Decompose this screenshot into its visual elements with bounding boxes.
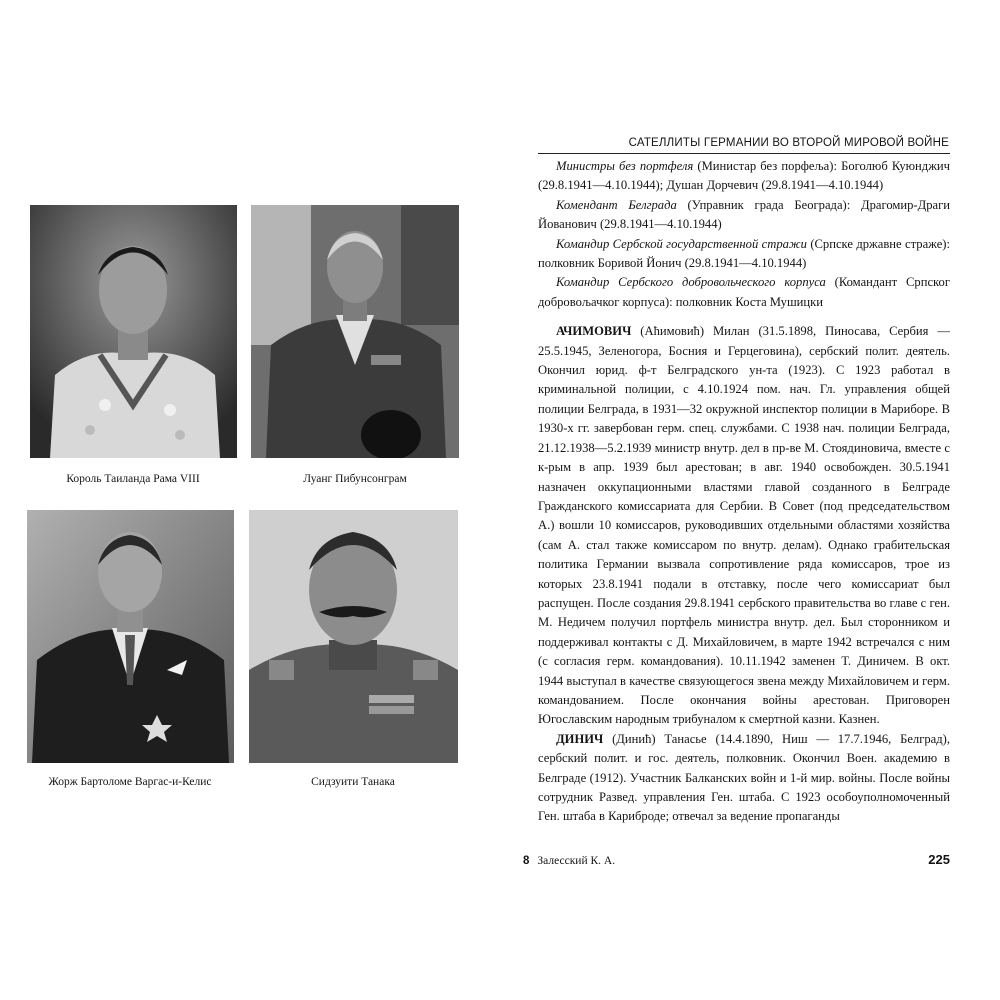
intro-text: (Српске државне страже): полковник Боривой Йонич (29.8.1941—4.10.1944) (538, 236, 950, 271)
photo-caption: Жорж Бартоломе Варгас-и-Келис (48, 776, 212, 788)
intro-text: (Министар без порфеља): Боголюб Куюнджич (29.8.1941—4.10.1944); Душан Дорчевич (29.8.1941—4.10.1944) (538, 159, 950, 193)
photo-king-rama-viii (30, 205, 237, 458)
photo-luang-pibunsongkhram (251, 205, 459, 458)
entry-text: (Динић) Танасье (14.4.1890, Ниш — 17.7.1946, Белград), сербский полит. и гос. деятель, полковник. Окончил Воен. академию в Белграде (1912). Участник Балканских войн и 1-й мир. войны. После войны сотрудник Развед. управления Ген. штаба. С 1923 особоуполномоченный Ген. штаба в Кариброде; отвечал за ведение пропаганды (538, 731, 950, 824)
intro-text: (Управник града Београда): Драгомир-Драги Йованович (29.8.1941—4.10.1944) (538, 197, 950, 232)
text-column (538, 157, 950, 827)
photo-caption: Луанг Пибунсонграм (303, 473, 407, 485)
entry-name: АЧИМОВИЧ (556, 324, 632, 339)
biography-entry (538, 322, 950, 730)
running-head: САТЕЛЛИТЫ ГЕРМАНИИ ВО ВТОРОЙ МИРОВОЙ ВОЙНЕ (628, 137, 949, 149)
signature-mark: 8 (523, 855, 530, 867)
intro-title: Комендант Белграда (556, 197, 677, 212)
intro-title: Командир Сербской государственной стражи (556, 236, 807, 251)
page-number: 225 (928, 852, 950, 867)
biography-entry (538, 730, 950, 827)
intro-title: Командир Сербского добровольческого корпуса (556, 275, 826, 290)
intro-text: (Командант Српског добровољачког корпуса): полковник Коста Мушицки (538, 275, 950, 309)
intro-paragraph (538, 157, 950, 196)
entry-name: ДИНИЧ (556, 731, 604, 746)
footer-signature (523, 855, 615, 867)
intro-paragraph (538, 273, 950, 312)
spacer (538, 312, 950, 322)
photo-caption: Король Таиланда Рама VIII (66, 473, 200, 485)
photo-vargas-i-kelis (27, 510, 234, 763)
entry-text: (Аћимовић) Милан (31.5.1898, Пиносава, Сербия — 25.5.1945, Зеленогора, Босния и Герцеговина), сербский полит. деятель. Окончил юрид. ф-т Белградского ун-та (1923). С 1923 работал в криминальной полиции, с 4.10.1924 пом. нач. Гл. управления общей полиции Белграда, в 1931—32 окружной инспектор полиции в Мариборе. В 1930-х гг. завербован герм. спец. службами. С 1938 нач. полиции Белграда, 21.12.1938—5.2.1939 министр внутр. дел в пр-ве М. Стоядиновича, вместе с к-рым в апр. 1939 был арестован; в авг. 1940 освобожден. 30.5.1941 назначен оккупационными властями главой созданного в Белграде Гражданского комиссариата для Сербии. В Совет (под председательством А.) вошли 10 комиссаров, руководивших отдельными областями хозяйства (сам А. стал также комиссаром по внутр. делам). Однако грабительская политика Германии вызвала сопротивление ряда комиссаров, трое из которых 23.8.1941 подали в отставку, после чего комиссариат был распущен. После создания 29.8.1941 сербского правительства во главе с ген. М. Недичем получил портфель министра внутр. дел. Был сторонником и поддерживал контакты с Д. Михайловичем, в марте 1942 встречался с ним (с согласия герм. командования). 10.11.1942 заменен Т. Диничем. В окт. 1944 выступал в качестве связующегося звена между Михайловичем и герм. командованием. После окончания войны арестован. Приговорен Югославским народным трибуналом к смертной казни. Казнен. (538, 324, 950, 727)
intro-paragraph (538, 196, 950, 235)
photo-shizuichi-tanaka (249, 510, 458, 763)
intro-paragraph (538, 235, 950, 274)
header-rule (538, 153, 950, 154)
intro-title: Министры без портфеля (556, 159, 694, 173)
footer-author: Залесский К. А. (537, 855, 616, 867)
photo-caption: Сидзуити Танака (311, 776, 395, 788)
